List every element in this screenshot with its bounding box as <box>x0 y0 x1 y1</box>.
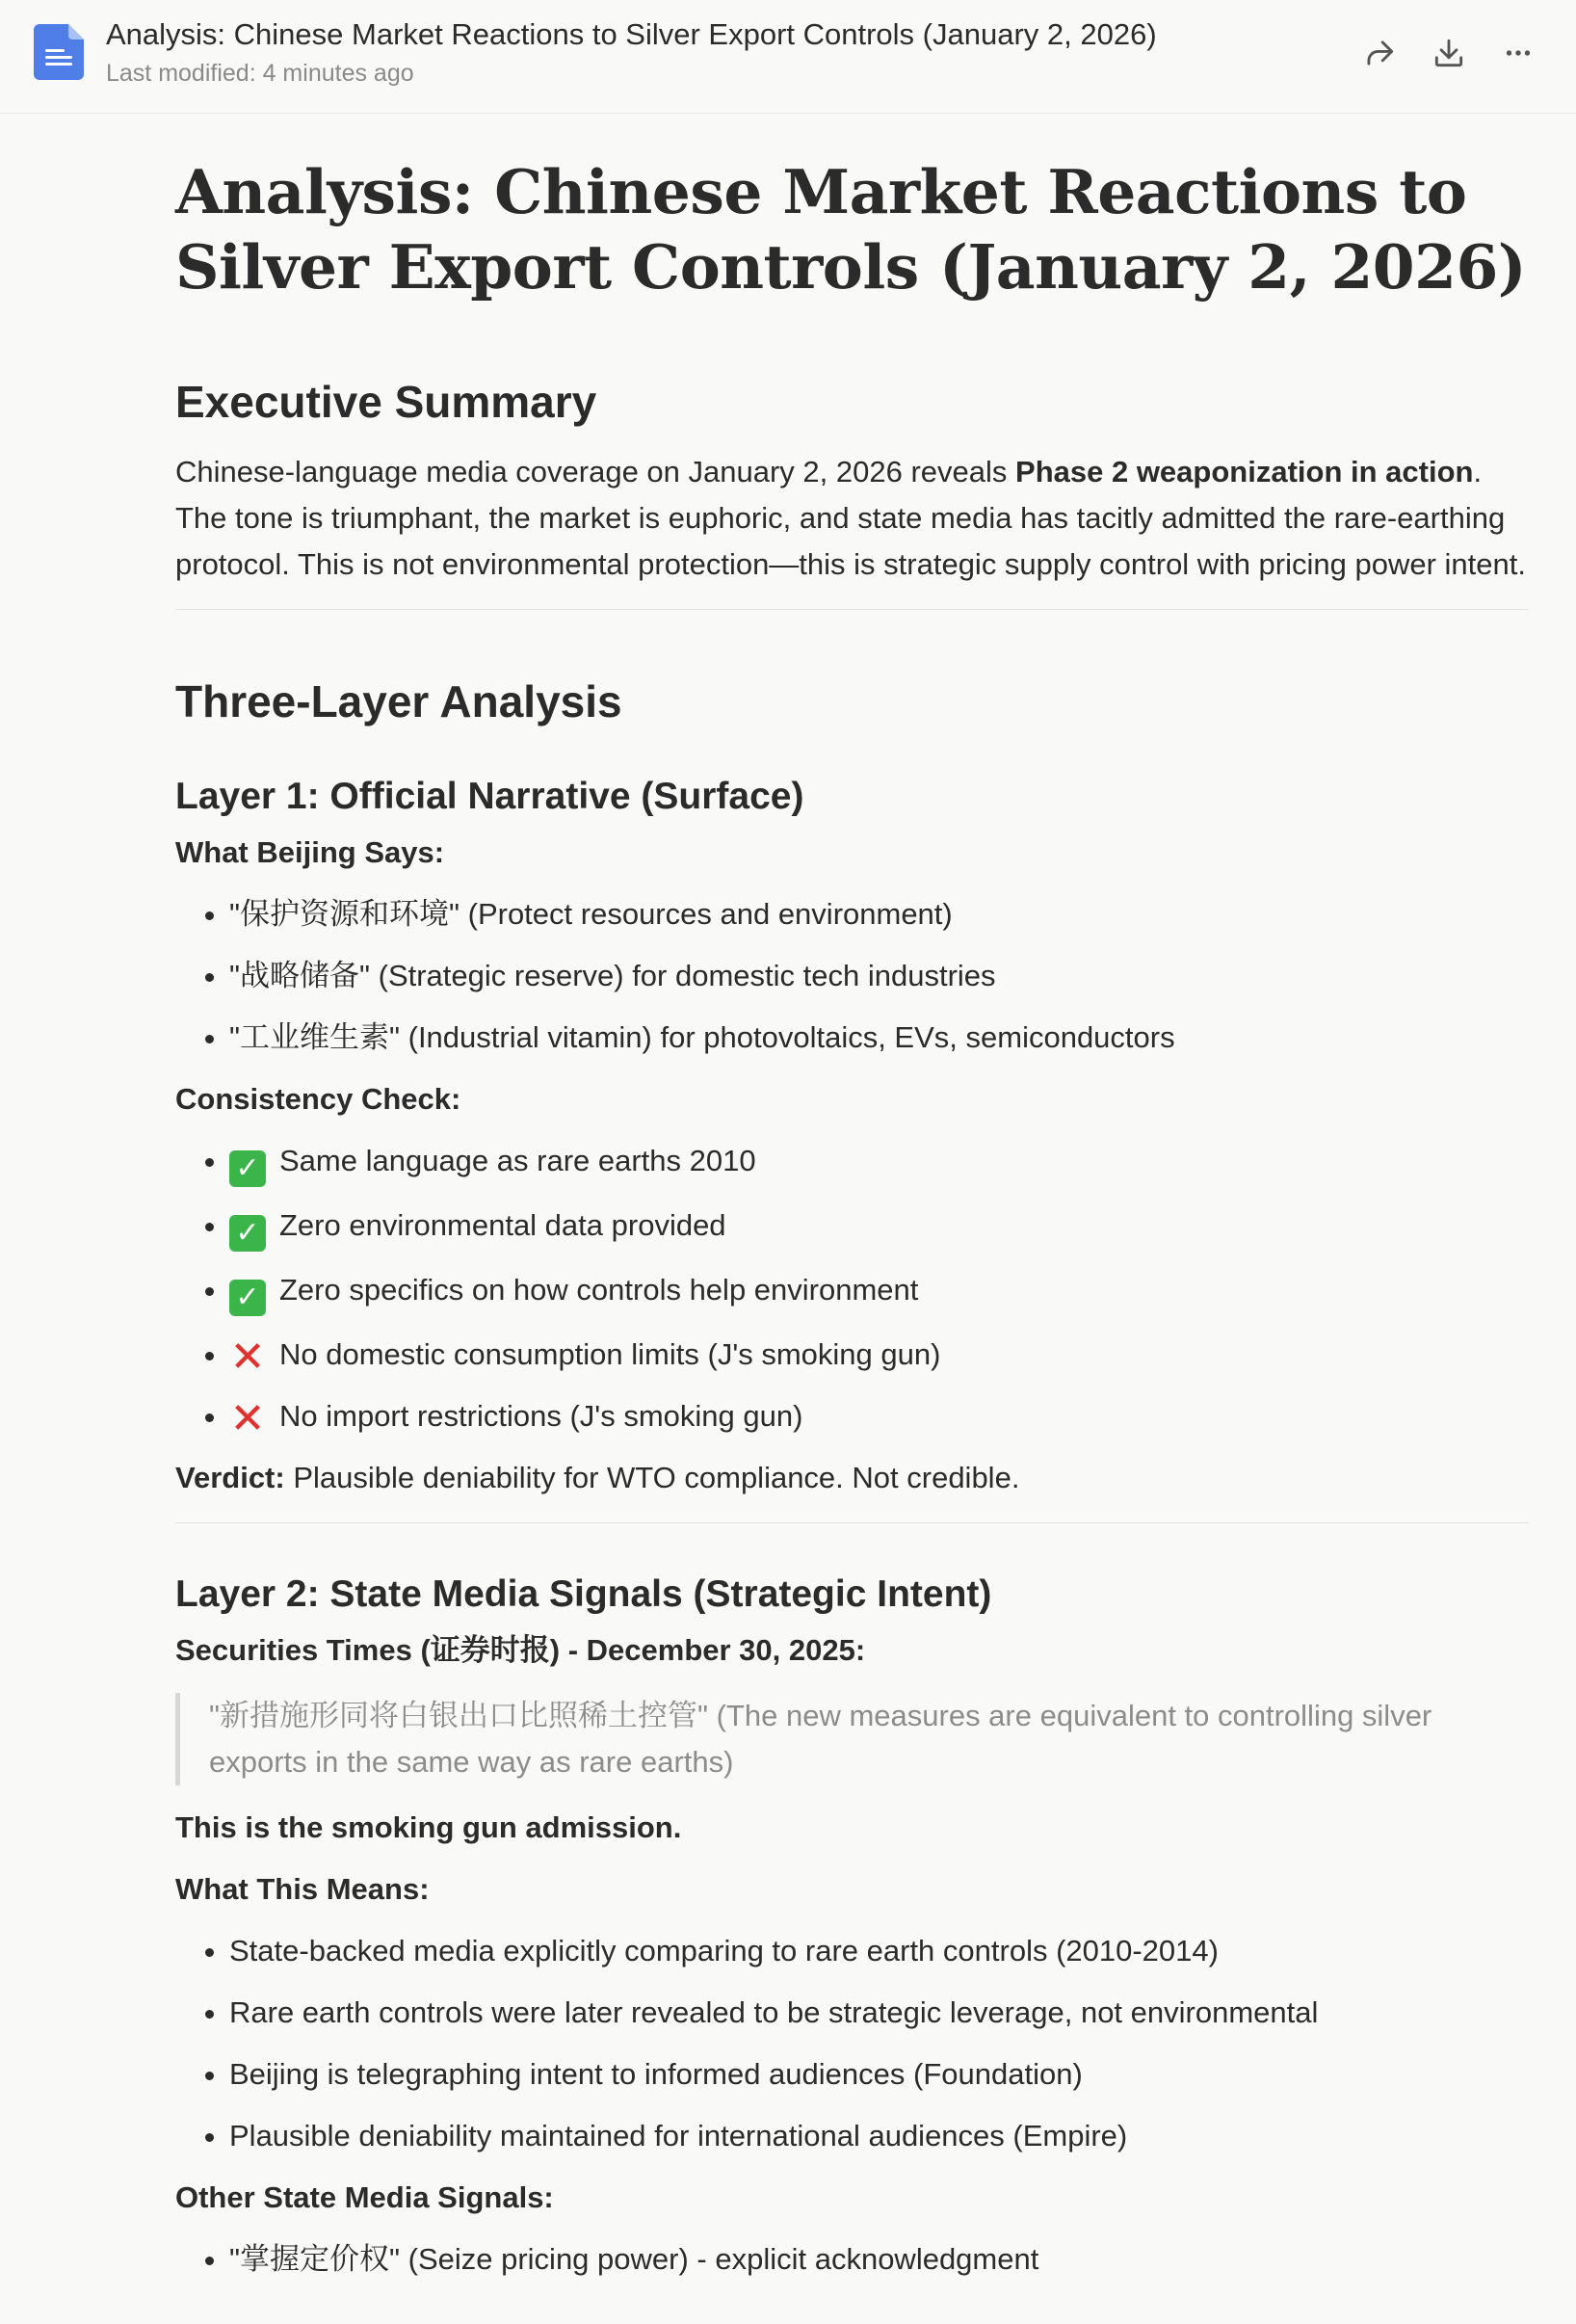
what-this-means-label: What This Means: <box>175 1872 430 1906</box>
download-icon <box>1431 35 1467 71</box>
summary-text: Chinese-language media coverage on January 2, 2026 reveals <box>175 455 1016 489</box>
check-mark-icon: ✓ <box>229 1280 266 1316</box>
summary-bold-text: Phase 2 weaponization in action <box>1015 455 1474 489</box>
list-item <box>229 1138 1529 1187</box>
layer2-heading: Layer 2: State Media Signals (Strategic Intent) <box>175 1573 992 1615</box>
smoking-gun-statement: This is the smoking gun admission. <box>175 1810 682 1844</box>
section-heading-three-layer: Three-Layer Analysis <box>175 676 622 726</box>
document-header <box>0 0 1576 114</box>
layer1-heading: Layer 1: Official Narrative (Surface) <box>175 776 804 817</box>
verdict-text: Plausible deniability for WTO compliance. Not credible. <box>284 1461 1020 1494</box>
source-label: Securities Times (证券时报) - December 30, 2025: <box>175 1633 866 1667</box>
verdict-label: Verdict: <box>175 1461 285 1494</box>
list-item <box>229 1332 1529 1381</box>
check-item-text: Zero specifics on how controls help environment <box>279 1273 919 1307</box>
section-heading-executive-summary: Executive Summary <box>175 377 597 427</box>
summary-text-cont: . The tone is triumphant, the market is euphoric, and state media has tacitly admitted the rare-earthing protocol. This is not environmental protection—this is strategic supply control with pricing power intent. <box>175 455 1526 581</box>
list-item: • Beijing is telegraphing intent to informed audiences (Foundation) <box>229 2051 1529 2098</box>
quote-block: "新措施形同将白银出口比照稀土控管" (The new measures are equivalent to controlling silver exports in the same way as rare earths) <box>175 1693 1529 1785</box>
cross-mark-icon: ✕ <box>229 1334 266 1381</box>
more-icon <box>1500 35 1537 71</box>
list-item: • "工业维生素" (Industrial vitamin) for photovoltaics, EVs, semiconductors <box>229 1015 1529 1061</box>
share-button[interactable] <box>1355 29 1404 77</box>
consistency-check-list <box>175 1138 1529 1442</box>
other-signals-label: Other State Media Signals: <box>175 2180 554 2214</box>
list-item <box>229 1393 1529 1442</box>
check-item-text: Same language as rare earths 2010 <box>279 1144 756 1177</box>
list-item <box>229 1267 1529 1316</box>
list-item <box>229 1202 1529 1252</box>
list-item: • Plausible deniability maintained for international audiences (Empire) <box>229 2113 1529 2159</box>
beijing-says-list <box>175 891 1529 1061</box>
what-this-means-list <box>175 1928 1529 2159</box>
document-body <box>175 154 1529 2283</box>
check-item-text: No import restrictions (J's smoking gun) <box>279 1399 803 1433</box>
check-mark-icon: ✓ <box>229 1150 266 1187</box>
list-item: • "掌握定价权" (Seize pricing power) - explicit acknowledgment <box>229 2236 1529 2283</box>
what-beijing-says-label: What Beijing Says: <box>175 835 445 869</box>
document-icon <box>34 24 84 80</box>
verdict-paragraph <box>175 1455 1529 1501</box>
download-button[interactable] <box>1425 29 1473 77</box>
executive-summary-paragraph <box>175 449 1529 588</box>
list-item: • "战略储备" (Strategic reserve) for domestic tech industries <box>229 953 1529 999</box>
check-item-text: Zero environmental data provided <box>279 1208 726 1242</box>
check-item-text: No domestic consumption limits (J's smoking gun) <box>279 1337 941 1371</box>
list-item: • State-backed media explicitly comparing to rare earth controls (2010-2014) <box>229 1928 1529 1974</box>
share-icon <box>1361 35 1398 71</box>
more-options-button[interactable] <box>1494 29 1542 77</box>
list-item: • Rare earth controls were later revealed to be strategic leverage, not environmental <box>229 1990 1529 2036</box>
cross-mark-icon: ✕ <box>229 1395 266 1442</box>
list-item: • "保护资源和环境" (Protect resources and environment) <box>229 891 1529 938</box>
check-mark-icon: ✓ <box>229 1215 266 1252</box>
document-title: Analysis: Chinese Market Reactions to Silver Export Controls (January 2, 2026) <box>175 156 1527 303</box>
document-tab-title: Analysis: Chinese Market Reactions to Silver Export Controls (January 2, 2026) <box>106 17 1157 51</box>
last-modified: Last modified: 4 minutes ago <box>106 60 414 87</box>
consistency-check-label: Consistency Check: <box>175 1082 461 1116</box>
other-signals-list <box>175 2236 1529 2283</box>
